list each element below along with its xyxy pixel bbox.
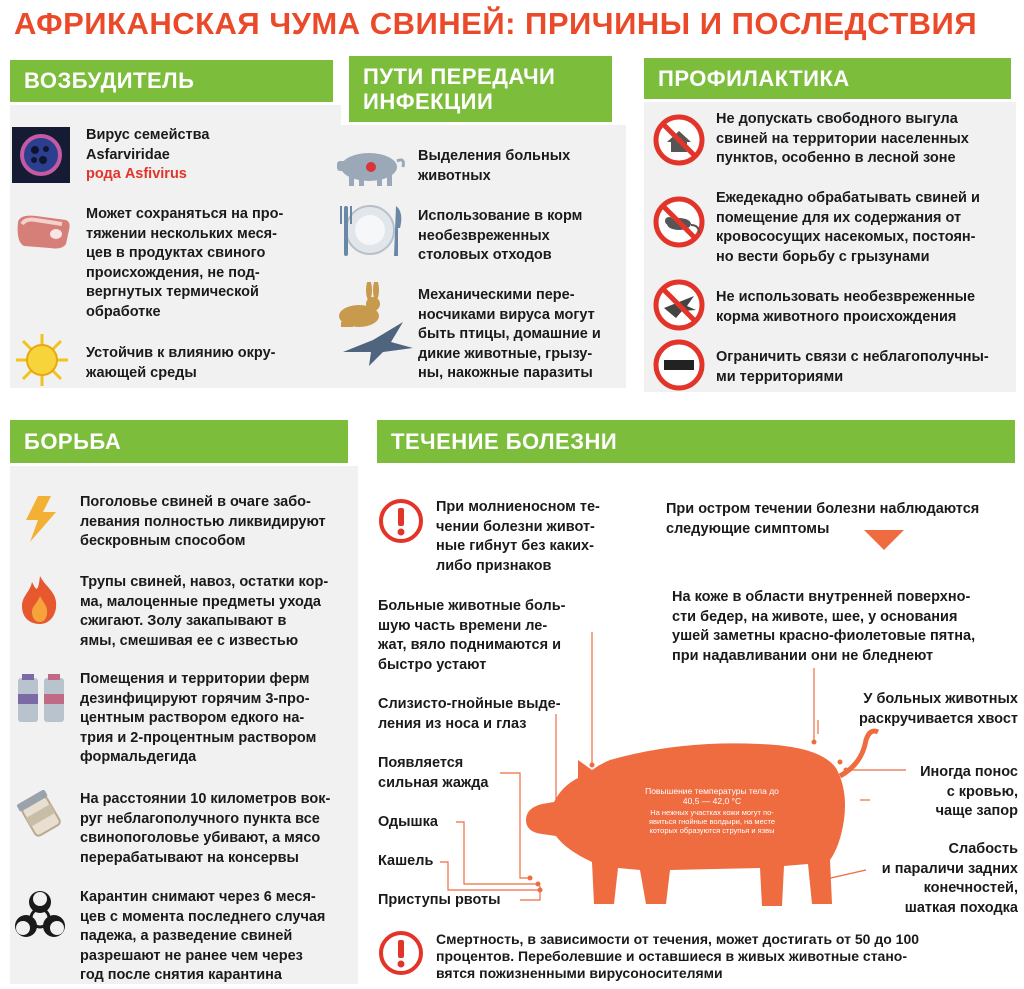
lightning-icon [18, 494, 64, 544]
biohazard-icon [10, 888, 70, 944]
rabbit-bird-icon [333, 282, 417, 368]
prevention-item-feed: Не использовать необезвреженные корма животного происхождения [716, 289, 976, 325]
symptom-discharge: Слизисто-гнойные выде- ления из носа и глаз [378, 696, 561, 732]
jar-icon [16, 790, 66, 838]
no-house-icon [652, 113, 706, 167]
symptom-vomiting: Приступы рвоты [378, 892, 501, 908]
sun-icon [14, 332, 70, 388]
fight-item-quarantine: Карантин снимают через 6 меся- цев с момента последнего случая падежа, а разведение свиней разрешают не ранее чем через год после снятия карантина [80, 889, 326, 983]
symptom-lethargy: Больные животные боль- шую часть времени ле- жат, вяло поднимаются и быстро устают [378, 598, 566, 673]
prevention-item-insects: Ежедекадно обрабатывать свиней и помещение для их содержания от кровососущих насекомых, постоян- но вести борьбу с грызунами [716, 190, 980, 265]
agent-item-virus [86, 126, 336, 185]
prevention-item-contacts: Ограничить связи с неблагополучны- ми территориями [716, 349, 989, 385]
transmission-item-waste: Использование в корм необезвреженных столовых отходов [418, 208, 583, 263]
meat-icon [14, 212, 72, 252]
transmission-item-carriers: Механическими пере- носчиками вируса могут быть птицы, домашние и дикие животные, грызу- ны, накожные паразиты [418, 287, 601, 381]
transmission-item-secretions: Выделения больных животных [418, 148, 571, 184]
prevention-header: ПРОФИЛАКТИКА [644, 58, 1011, 99]
pig-icon [333, 147, 407, 187]
no-rodent-icon [652, 195, 706, 249]
fire-icon [16, 574, 64, 626]
course-fulminant: При молниеносном те- чении болезни живот- ные гибнут без каких- либо признаков [436, 499, 600, 574]
symptom-paralysis: Слабость и параличи задних конечностей, шаткая походка [881, 841, 1018, 916]
symptom-thirst: Появляется сильная жажда [378, 755, 489, 791]
agent-virus-line1: Вирус семейства [86, 127, 210, 143]
symptom-skin-spots: На коже в области внутренней поверхно- сти бедер, на животе, шее, у основания ушей заметны красно-фиолетовые пятна, при надавливании они не бледнеют [672, 589, 976, 664]
bottles-icon [14, 672, 68, 724]
symptom-cough: Кашель [378, 853, 434, 869]
pig-text-blisters: На нежных участках кожи могут по- явиться гнойные волдыри, на месте которых образуются струпья и язвы [648, 808, 776, 835]
fight-item-disinfection: Помещения и территории ферм дезинфицируют горячим 3-про- центным раствором едкого на- трия и 2-процентным раствором формальдегида [80, 671, 317, 765]
no-entry-icon [652, 338, 706, 392]
agent-header: ВОЗБУДИТЕЛЬ [10, 60, 333, 102]
course-mortality: Смертность, в зависимости от течения, может достигать от 50 до 100 процентов. Переболевшие и оставшиеся в живых животные стано- вятся пожизненными вирусоносителями [436, 931, 920, 981]
agent-item-persistence: Может сохраняться на про- тяжении нескольких меся- цев в продуктах свиного происхождения, не под- вергнутых термической обработке [86, 206, 284, 320]
symptom-tail: У больных животных раскручивается хвост [858, 691, 1018, 727]
agent-virus-line2: Asfarviridae [86, 146, 170, 163]
page-title: АФРИКАНСКАЯ ЧУМА СВИНЕЙ: ПРИЧИНЫ И ПОСЛЕДСТВИЯ [14, 6, 978, 41]
agent-virus-line3: рода Asfivirus [86, 166, 187, 182]
symptom-diarrhea: Иногда понос с кровью, чаще запор [920, 764, 1018, 819]
arrow-down-icon [864, 530, 904, 550]
warning-icon [378, 930, 424, 976]
agent-item-resistance: Устойчив к влиянию окру- жающей среды [86, 345, 276, 381]
no-bird-icon [652, 278, 706, 332]
virus-icon [12, 127, 70, 183]
course-acute: При остром течении болезни наблюдаются следующие симптомы [666, 501, 980, 537]
symptom-dyspnea: Одышка [378, 814, 438, 830]
pig-text-temperature: Повышение температуры тела до 40,5 — 42,0 °С [645, 786, 779, 806]
fight-header: БОРЬБА [10, 420, 348, 463]
transmission-header: ПУТИ ПЕРЕДАЧИ ИНФЕКЦИИ [349, 56, 612, 122]
warning-icon [378, 498, 424, 544]
fight-item-liquidation: Поголовье свиней в очаге забо- левания полностью ликвидируют бескровным способом [80, 494, 326, 549]
cutlery-icon [340, 200, 404, 260]
fight-item-zone: На расстоянии 10 километров вок- руг неблагополучного пункта все свинопоголовье убивают, а мясо перерабатывают на консервы [80, 791, 331, 866]
fight-item-burning: Трупы свиней, навоз, остатки кор- ма, малоценные предметы ухода сжигают. Золу закапывают в ямы, смешивая ее с известью [80, 574, 329, 649]
course-header: ТЕЧЕНИЕ БОЛЕЗНИ [377, 420, 1015, 463]
prevention-item-free-range: Не допускать свободного выгула свиней на территории населенных пунктов, особенно в лесной зоне [716, 111, 969, 166]
